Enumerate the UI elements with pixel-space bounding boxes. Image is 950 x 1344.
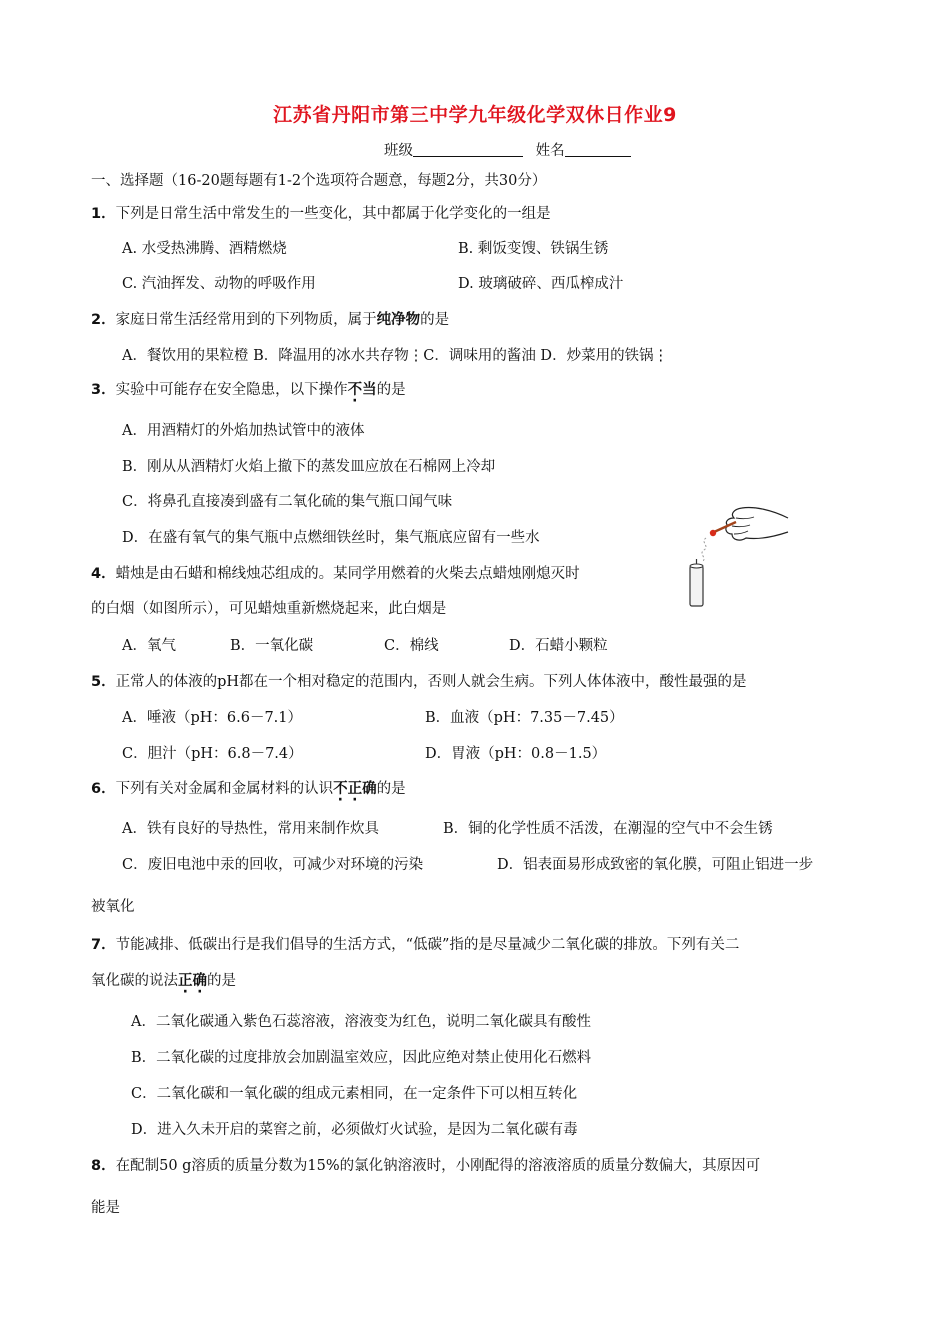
question-stem-end: 的是 — [207, 973, 236, 989]
question-4-line2: 的白烟（如图所示），可见蜡烛重新燃烧起来，此白烟是 — [91, 601, 447, 617]
question-number: 6． — [91, 781, 116, 797]
class-name-line — [384, 139, 631, 160]
emphasis-text: 当 — [362, 382, 377, 398]
emphasis-text: 纯净物 — [376, 312, 421, 328]
q1-option-b[interactable]: B. 剩饭变馊、铁锅生锈 — [458, 241, 609, 257]
emphasis-dotted-char: 不 — [333, 781, 348, 797]
name-label: 姓名 — [535, 143, 565, 159]
question-stem: 家庭日常生活经常用到的下列物质，属于 — [115, 312, 377, 328]
q3-option-c[interactable]: C．将鼻孔直接凑到盛有二氧化硫的集气瓶口闻气味 — [122, 494, 453, 510]
question-stem-end: 的是 — [420, 312, 450, 328]
section-heading: 一、选择题（16-20题每题有1-2个选项符合题意，每题2分，共30分） — [91, 173, 547, 189]
question-number: 5． — [91, 674, 116, 690]
emphasis-dotted-char: 确 — [192, 973, 207, 989]
question-5 — [91, 670, 747, 691]
question-stem: 氧化碳的说法 — [91, 973, 178, 989]
name-blank[interactable] — [565, 141, 631, 157]
q7-option-b[interactable]: B．二氧化碳的过度排放会加剧温室效应，因此应绝对禁止使用化石燃料 — [131, 1050, 592, 1066]
q4-option-b[interactable]: B．一氧化碳 — [230, 638, 314, 654]
question-number: 7． — [91, 937, 116, 953]
q1-option-a[interactable]: A. 水受热沸腾、酒精燃烧 — [122, 241, 287, 257]
class-blank[interactable] — [413, 141, 523, 157]
q7-option-c[interactable]: C．二氧化碳和一氧化碳的组成元素相同，在一定条件下可以相互转化 — [131, 1086, 578, 1102]
question-7-line2 — [91, 969, 236, 990]
q1-option-c[interactable]: C. 汽油挥发、动物的呼吸作用 — [122, 276, 316, 292]
question-stem: 下列有关对金属和金属材料的认识 — [115, 781, 334, 797]
q5-option-a[interactable]: A．唾液（pH：6.6－7.1） — [122, 710, 303, 726]
q7-option-a[interactable]: A．二氧化碳通入紫色石蕊溶液，溶液变为红色，说明二氧化碳具有酸性 — [131, 1014, 591, 1030]
page-title: 江苏省丹阳市第三中学九年级化学双休日作业9 — [273, 104, 677, 126]
q6-option-c[interactable]: C．废旧电池中汞的回收，可减少对环境的污染 — [122, 857, 424, 873]
question-number: 4． — [91, 566, 116, 582]
smoke-icon — [702, 538, 706, 562]
q4-option-d[interactable]: D．石蜡小颗粒 — [509, 638, 608, 654]
q6-option-d[interactable]: D．铝表面易形成致密的氧化膜，可阻止铝进一步 — [497, 857, 814, 873]
question-7 — [91, 933, 739, 954]
question-stem: 正常人的体液的pH都在一个相对稳定的范围内，否则人就会生病。下列人体体液中，酸性最强的是 — [115, 674, 747, 690]
question-stem: 实验中可能存在安全隐患，以下操作 — [115, 382, 348, 398]
emphasis-dotted-char: 正 — [178, 973, 193, 989]
question-number: 2． — [91, 312, 116, 328]
question-stem-end: 的是 — [376, 382, 406, 398]
question-1 — [91, 202, 551, 223]
question-2 — [91, 308, 449, 329]
q6-option-d-continued: 被氧化 — [91, 899, 135, 915]
q5-option-b[interactable]: B．血液（pH：7.35－7.45） — [425, 710, 624, 726]
q5-option-d[interactable]: D．胃液（pH：0.8－1.5） — [425, 746, 607, 762]
q3-option-a[interactable]: A．用酒精灯的外焰加热试管中的液体 — [122, 423, 365, 439]
question-3 — [91, 378, 406, 399]
q5-option-c[interactable]: C．胆汁（pH：6.8－7.4） — [122, 746, 303, 762]
q4-option-c[interactable]: C．棉线 — [384, 638, 439, 654]
question-number: 3． — [91, 382, 116, 398]
question-8 — [91, 1154, 760, 1175]
question-stem: 蜡烛是由石蜡和棉线烛芯组成的。某同学用燃着的火柴去点蜡烛刚熄灭时 — [115, 566, 580, 582]
q6-option-a[interactable]: A．铁有良好的导热性，常用来制作炊具 — [122, 821, 379, 837]
class-label: 班级 — [384, 143, 413, 159]
q4-option-a[interactable]: A．氧气 — [122, 638, 176, 654]
emphasis-dotted-char: 正 — [347, 781, 363, 797]
emphasis-dotted-char: 不 — [347, 382, 363, 398]
q1-option-d[interactable]: D. 玻璃破碎、西瓜榨成汁 — [458, 276, 624, 292]
question-8-line2: 能是 — [91, 1200, 120, 1216]
q7-option-d[interactable]: D．进入久未开启的菜窖之前，必须做灯火试验，是因为二氧化碳有毒 — [131, 1122, 578, 1138]
q3-option-d[interactable]: D．在盛有氧气的集气瓶中点燃细铁丝时，集气瓶底应留有一些水 — [122, 530, 540, 546]
question-6 — [91, 777, 406, 798]
question-stem: 下列是日常生活中常发生的一些变化，其中都属于化学变化的一组是 — [115, 206, 551, 222]
candle-icon — [690, 566, 703, 606]
q6-option-b[interactable]: B．铜的化学性质不活泼，在潮湿的空气中不会生锈 — [443, 821, 773, 837]
emphasis-text: 确 — [362, 781, 377, 797]
question-stem-end: 的是 — [376, 781, 406, 797]
q3-option-b[interactable]: B．刚从从酒精灯火焰上撤下的蒸发皿应放在石棉网上冷却 — [122, 459, 496, 475]
question-number: 8． — [91, 1158, 116, 1174]
candle-match-figure — [676, 500, 796, 612]
hand-icon — [726, 507, 788, 540]
question-4 — [91, 562, 580, 583]
question-stem: 节能减排、低碳出行是我们倡导的生活方式，“低碳”指的是尽量减少二氧化碳的排放。下列有关二 — [115, 937, 740, 953]
question-stem: 在配制50 g溶质的质量分数为15%的氯化钠溶液时，小刚配得的溶液溶质的质量分数偏大，其原因可 — [115, 1158, 761, 1174]
q2-options[interactable]: A．餐饮用的果粒橙 B．降温用的冰水共存物⋮C．调味用的酱油 D．炒菜用的铁锅⋮ — [122, 348, 669, 364]
question-number: 1． — [91, 206, 116, 222]
